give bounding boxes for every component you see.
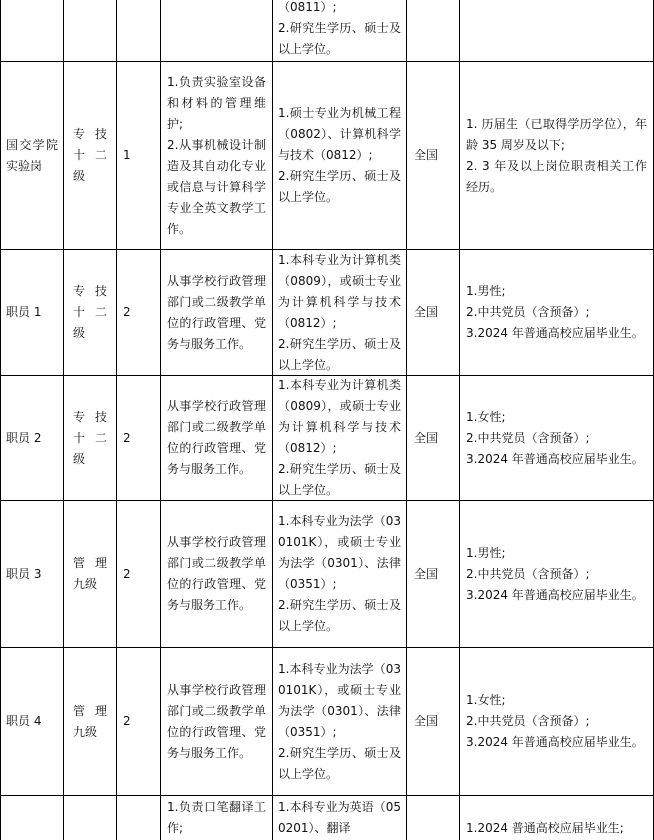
post-level-cell bbox=[64, 796, 116, 840]
table-row bbox=[0, 376, 654, 500]
headcount-cell: 1 bbox=[123, 148, 131, 162]
scope-cell bbox=[407, 796, 459, 840]
scope-cell: 全国 bbox=[414, 566, 439, 581]
qualifications-cell: 1.本科专业为法学（030101K），或硕士专业为法学（0301）、法律（0351）; 2.研究生学历、硕士及以上学位。 bbox=[278, 514, 401, 633]
scope-cell: 全国 bbox=[414, 305, 439, 319]
other-requirements-cell: 1. 历届生（已取得学历学位），年龄 35 周岁及以下; 2. 3 年及以上岗位职责相关工作经历。 bbox=[466, 116, 647, 194]
table-row bbox=[0, 648, 654, 795]
headcount-cell: 2 bbox=[123, 305, 131, 319]
other-requirements-cell: 1.男性; 2.中共党员（含预备）; 3.2024 年普通高校应届毕业生。 bbox=[466, 284, 644, 340]
other-requirements-cell bbox=[460, 0, 653, 61]
post-name-cell bbox=[1, 796, 63, 840]
headcount-cell bbox=[117, 0, 160, 61]
scope-cell: 全国 bbox=[414, 148, 439, 162]
duties-cell: 从事学校行政管理部门或二级教学单位的行政管理、党务与服务工作。 bbox=[167, 682, 266, 760]
table-row bbox=[0, 0, 654, 61]
scope-cell: 全国 bbox=[414, 714, 439, 728]
duties-cell: 从事学校行政管理部门或二级教学单位的行政管理、党务与服务工作。 bbox=[167, 535, 266, 612]
post-name-cell: 职员 3 bbox=[6, 566, 42, 581]
headcount-cell bbox=[117, 796, 160, 840]
table-row bbox=[0, 796, 654, 840]
scope-cell bbox=[407, 0, 459, 61]
duties-cell: 从事学校行政管理部门或二级教学单位的行政管理、党务与服务工作。 bbox=[167, 273, 266, 351]
post-name-cell: 职员 1 bbox=[6, 305, 42, 319]
post-level-cell: 专技十二级 bbox=[73, 284, 107, 340]
qualifications-cell: （0811）; 2.研究生学历、硕士及以上学位。 bbox=[278, 0, 401, 56]
qualifications-cell: 1.本科专业为计算机类（0809），或硕士专业为计算机科学与技术（0812）; 2.研究生学历、硕士及以上学位。 bbox=[278, 378, 401, 497]
qualifications-cell: 1.硕士专业为机械工程（0802）、计算机科学与技术（0812）; 2.研究生学历、硕士及以上学位。 bbox=[278, 106, 401, 204]
duties-cell: 1.负责实验室设备和材料的管理维护; 2.从事机械设计制造及其自动化专业或信息与计算科学专业全英文教学工作。 bbox=[167, 74, 266, 236]
table-row bbox=[0, 501, 654, 647]
headcount-cell: 2 bbox=[123, 566, 131, 581]
other-requirements-cell: 1.女性; 2.中共党员（含预备）; 3.2024 年普通高校应届毕业生。 bbox=[466, 409, 644, 466]
headcount-cell: 2 bbox=[123, 714, 131, 728]
scope-cell: 全国 bbox=[414, 430, 439, 445]
post-name-cell: 职员 4 bbox=[6, 714, 42, 728]
other-requirements-cell: 1.2024 普通高校应届毕业生; bbox=[466, 821, 624, 835]
post-level-cell: 专技十二级 bbox=[73, 409, 107, 466]
table-row bbox=[0, 250, 654, 375]
post-level-cell bbox=[64, 0, 116, 61]
post-level-cell: 管理九级 bbox=[73, 703, 107, 739]
other-requirements-cell: 1.男性; 2.中共党员（含预备）; 3.2024 年普通高校应届毕业生。 bbox=[466, 545, 644, 602]
headcount-cell: 2 bbox=[123, 430, 131, 445]
qualifications-cell: 1.本科专业为计算机类（0809），或硕士专业为计算机科学与技术（0812）; 2.研究生学历、硕士及以上学位。 bbox=[278, 252, 401, 372]
duties-cell: 从事学校行政管理部门或二级教学单位的行政管理、党务与服务工作。 bbox=[167, 399, 266, 476]
qualifications-cell: 1.本科专业为英语（050201）、翻译 bbox=[278, 800, 401, 835]
other-requirements-cell: 1.女性; 2.中共党员（含预备）; 3.2024 年普通高校应届毕业生。 bbox=[466, 693, 644, 749]
post-name-cell: 职员 2 bbox=[6, 430, 42, 445]
qualifications-cell: 1.本科专业为法学（030101K），或硕士专业为法学（0301）、法律（0351）; 2.研究生学历、硕士及以上学位。 bbox=[278, 661, 401, 781]
post-level-cell: 管理九级 bbox=[73, 556, 107, 591]
table-row bbox=[0, 62, 654, 249]
post-name-cell: 国交学院实验岗 bbox=[6, 137, 58, 173]
duties-cell: 1.负责口笔翻译工作; bbox=[167, 800, 266, 835]
duties-cell bbox=[161, 0, 272, 61]
post-name-cell bbox=[1, 0, 63, 61]
post-level-cell: 专技十二级 bbox=[73, 127, 107, 183]
